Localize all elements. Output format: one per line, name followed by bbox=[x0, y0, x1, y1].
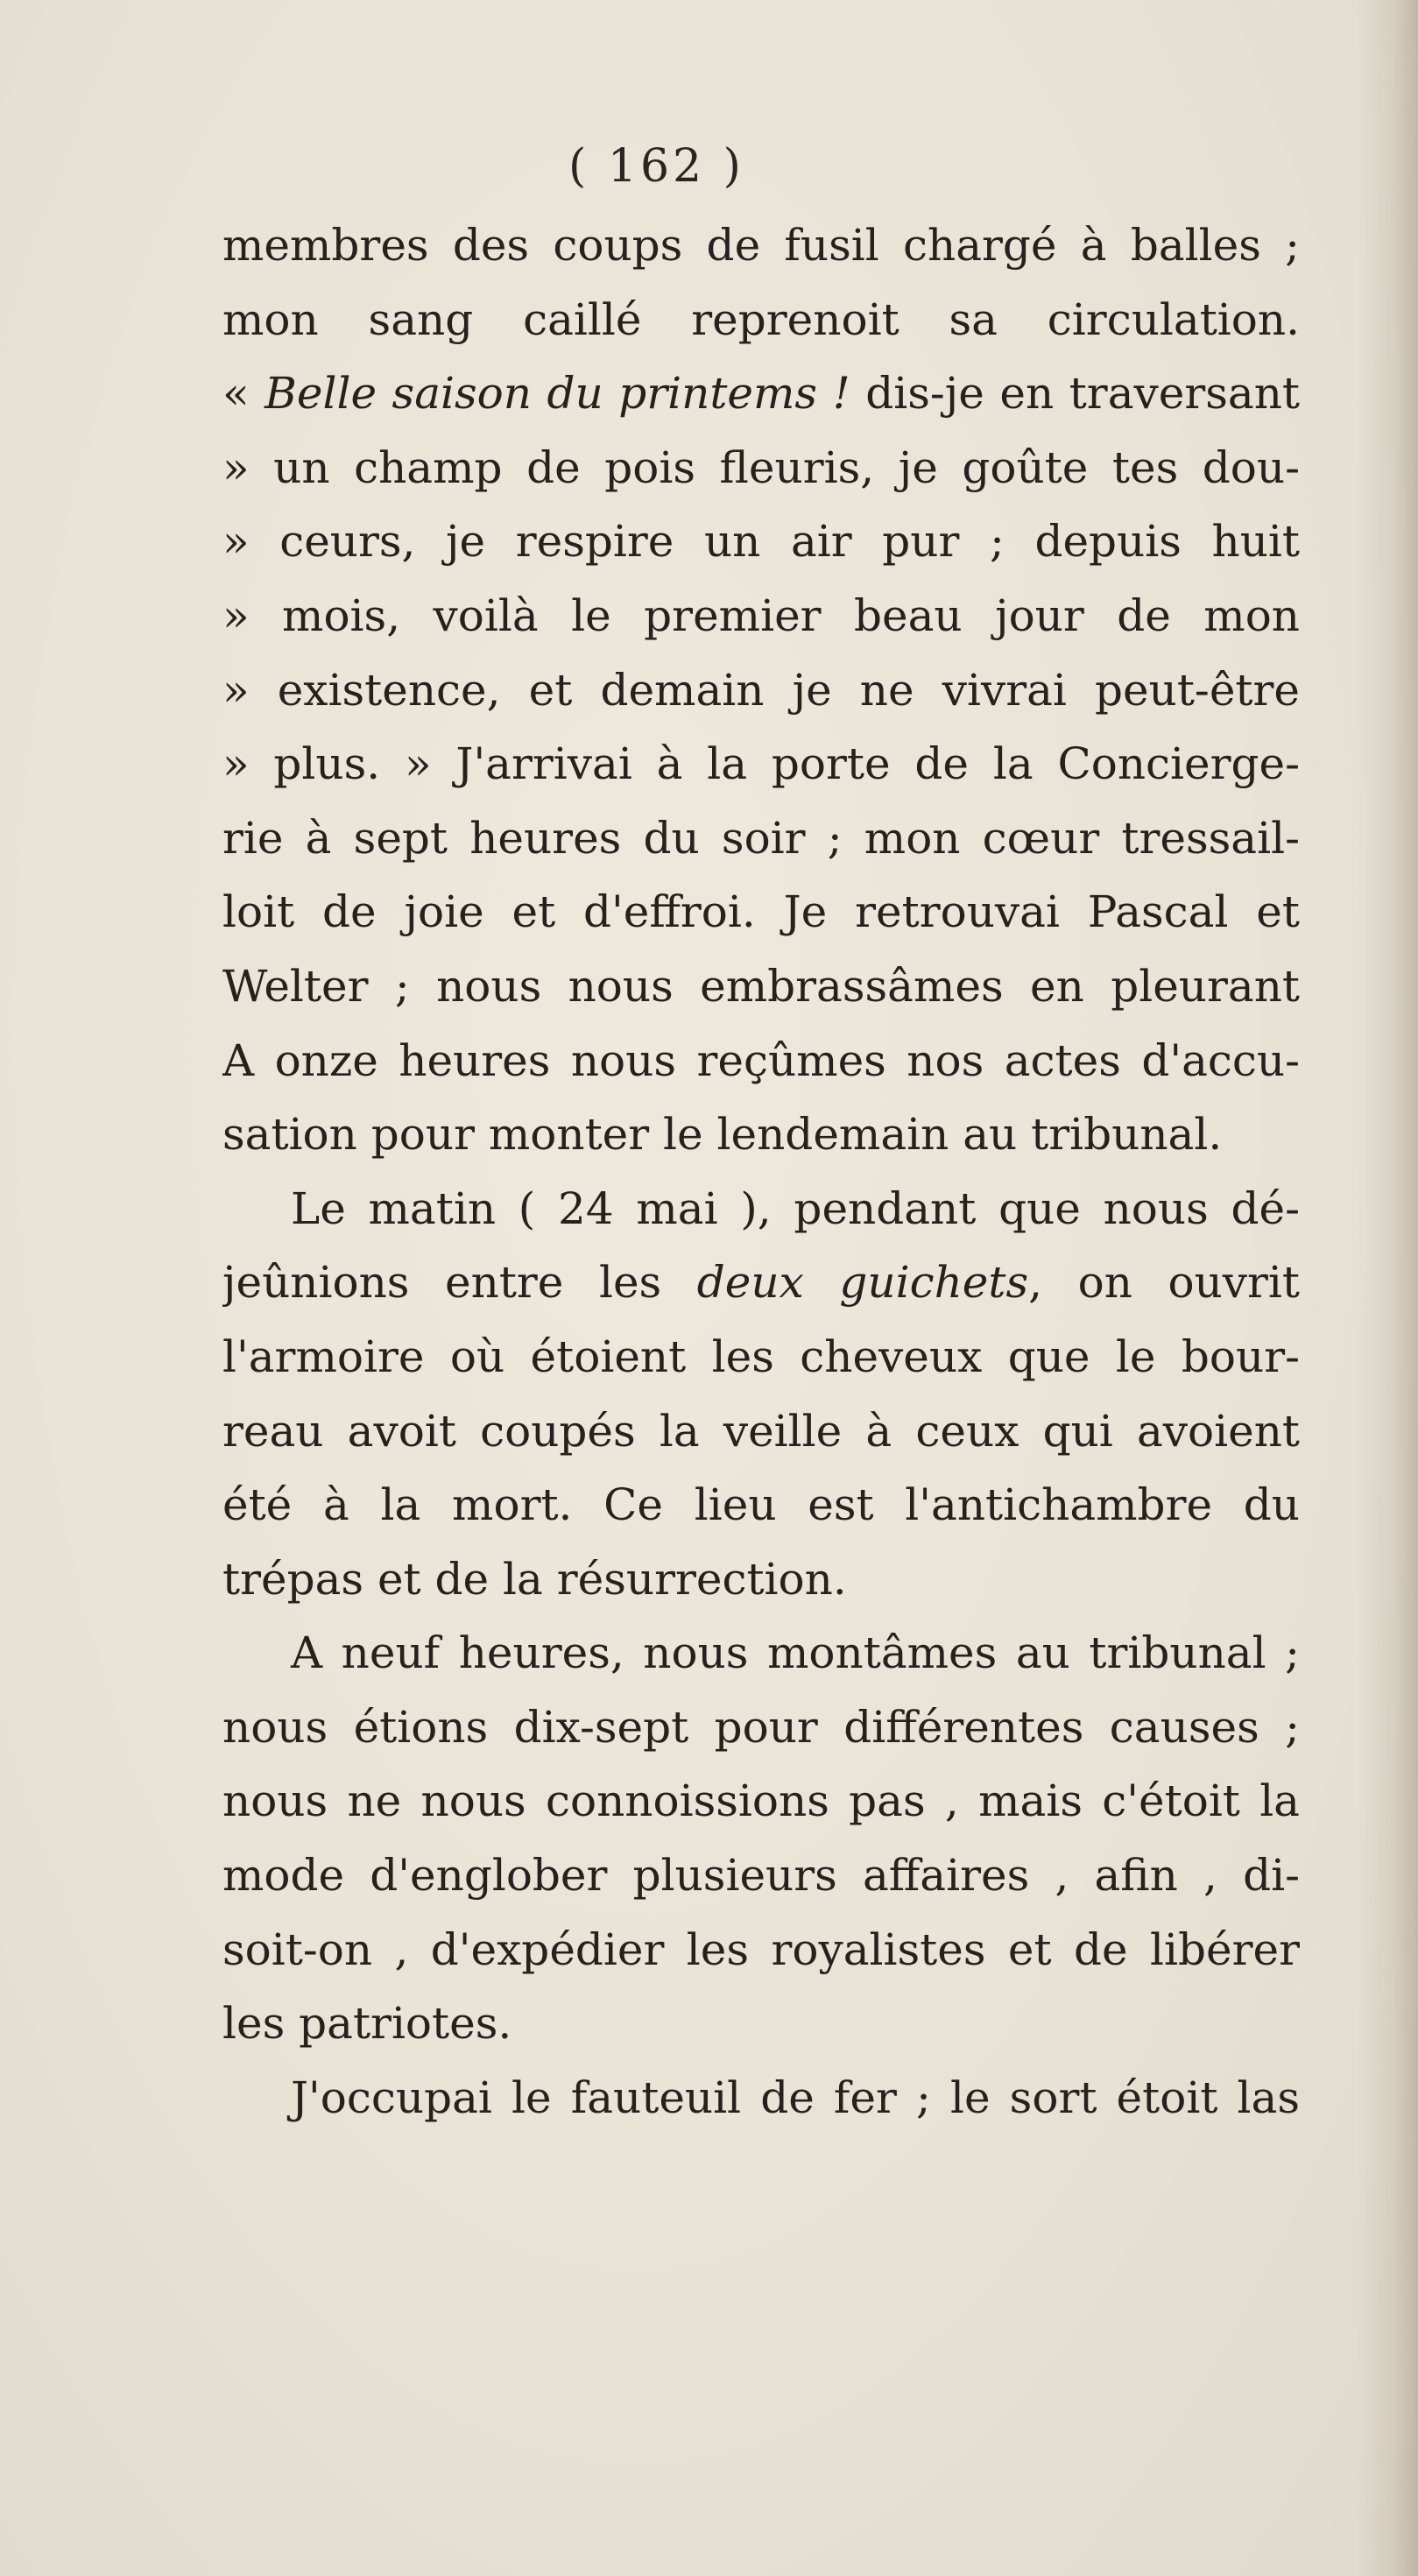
line-start: jeûnions entre les bbox=[222, 1257, 697, 1309]
text-line: A onze heures nous reçûmes nos actes d'accu- bbox=[222, 1034, 1300, 1086]
text-line: A neuf heures, nous montâmes au tribunal ; bbox=[291, 1627, 1300, 1679]
text-line: Le matin ( 24 mai ), pendant que nous dé- bbox=[291, 1182, 1300, 1234]
text-line: mode d'englober plusieurs affaires , afin , di- bbox=[222, 1850, 1300, 1902]
quote-mark: « bbox=[222, 368, 265, 420]
text-line: reau avoit coupés la veille à ceux qui avoient bbox=[222, 1405, 1300, 1457]
text-line bbox=[222, 356, 1300, 431]
line-remainder: , on ouvrit bbox=[1028, 1257, 1300, 1309]
line-remainder: dis-je en traversant bbox=[850, 368, 1300, 420]
text-line: rie à sept heures du soir ; mon cœur tressail- bbox=[222, 812, 1300, 864]
text-line: loit de joie et d'effroi. Je retrouvai Pascal et bbox=[222, 886, 1300, 938]
body-text bbox=[222, 208, 1300, 2135]
text-line: » existence, et demain je ne vivrai peut-être bbox=[222, 664, 1300, 716]
text-line: les patriotes. bbox=[222, 1998, 512, 2050]
text-line: nous ne nous connoissions pas , mais c'étoit la bbox=[222, 1775, 1300, 1827]
text-line: été à la mort. Ce lieu est l'antichambre du bbox=[222, 1479, 1300, 1531]
text-line: soit-on , d'expédier les royalistes et de libérer bbox=[222, 1923, 1300, 1975]
text-line: Welter ; nous nous embrassâmes en pleurant bbox=[222, 960, 1300, 1012]
text-line: » un champ de pois fleuris, je goûte tes dou- bbox=[222, 441, 1300, 493]
text-line: trépas et de la résurrection. bbox=[222, 1553, 847, 1605]
italic-phrase: deux guichets bbox=[696, 1257, 1029, 1309]
page-edge-shadow bbox=[1357, 0, 1418, 2576]
text-line: » mois, voilà le premier beau jour de mon bbox=[222, 589, 1300, 641]
text-line: sation pour monter le lendemain au tribunal. bbox=[222, 1109, 1223, 1161]
text-line: » plus. » J'arrivai à la porte de la Concierge- bbox=[222, 738, 1300, 790]
text-line: l'armoire où étoient les cheveux que le bour- bbox=[222, 1330, 1300, 1382]
text-line: mon sang caillé reprenoit sa circulation. bbox=[222, 293, 1300, 345]
page-number: ( 162 ) bbox=[568, 140, 744, 193]
text-line: membres des coups de fusil chargé à balles ; bbox=[222, 220, 1300, 271]
text-line bbox=[222, 1246, 1300, 1320]
text-line: nous étions dix-sept pour différentes causes ; bbox=[222, 1701, 1300, 1753]
text-line: J'occupai le fauteuil de fer ; le sort étoit las bbox=[291, 2071, 1300, 2123]
italic-phrase: Belle saison du printems ! bbox=[265, 368, 850, 420]
text-line: » ceurs, je respire un air pur ; depuis huit bbox=[222, 516, 1300, 568]
